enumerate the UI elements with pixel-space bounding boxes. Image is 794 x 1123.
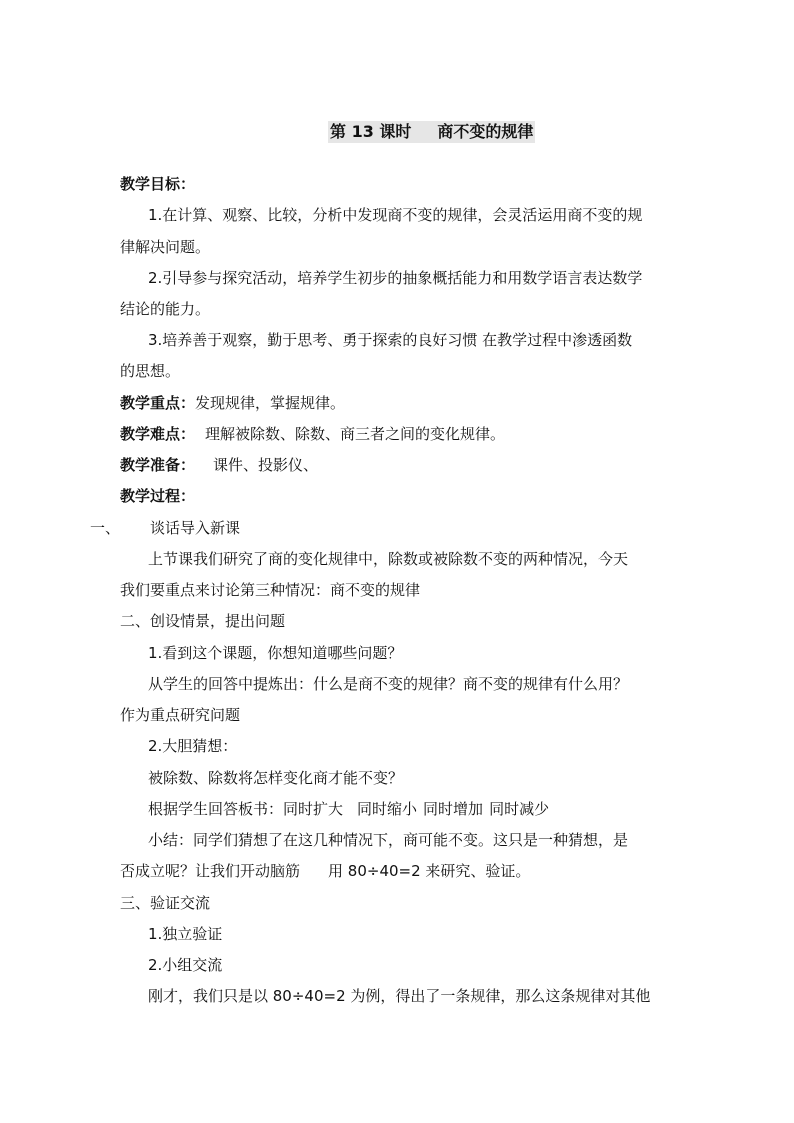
key-point-label: 教学重点： <box>120 394 196 412</box>
lesson-number: 第 13 课时 <box>330 122 412 141</box>
section-3-paragraph: 刚才，我们只是以 80÷40=2 为例，得出了一条规律，那么这条规律对其他 <box>148 987 651 1005</box>
process-heading: 教学过程： <box>120 487 196 505</box>
board-item-1: 同时扩大 <box>283 800 344 818</box>
lesson-topic: 商不变的规律 <box>437 122 534 141</box>
section-2-paragraph-1-line-1: 从学生的回答中提炼出：什么是商不变的规律？商不变的规律有什么用？ <box>148 675 629 693</box>
difficulty-label: 教学难点： <box>120 425 196 443</box>
section-3-title: 三、验证交流 <box>120 894 211 912</box>
section-2-question-1: 1.看到这个课题，你想知道哪些问题？ <box>148 644 403 662</box>
section-2-summary-line-1: 小结：同学们猜想了在这几种情况下，商可能不变。这只是一种猜想，是 <box>148 831 629 849</box>
section-2-summary-line-2 <box>120 861 530 881</box>
objective-1-line-2: 律解决问题。 <box>120 238 211 256</box>
board-item-3: 同时增加 <box>423 800 484 818</box>
preparation-text: 课件、投影仪、 <box>213 456 319 474</box>
board-label: 根据学生回答板书： <box>148 800 284 818</box>
preparation <box>120 455 318 475</box>
section-2-question-2: 2.大胆猜想： <box>148 737 238 755</box>
section-3-item-2: 2.小组交流 <box>148 956 223 974</box>
objectives-heading: 教学目标： <box>120 175 196 193</box>
objective-2-line-1: 2.引导参与探究活动，培养学生初步的抽象概括能力和用数学语言表达数学 <box>148 269 643 287</box>
objective-3-line-2: 的思想。 <box>120 362 181 380</box>
section-1-title: 谈话导入新课 <box>150 519 241 537</box>
section-1-paragraph-line-2: 我们要重点来讨论第三种情况：商不变的规律 <box>120 581 421 599</box>
objective-1-line-1: 1.在计算、观察、比较，分析中发现商不变的规律，会灵活运用商不变的规 <box>148 206 643 224</box>
summary-line-2-part-1: 否成立呢？让我们开动脑筋 <box>120 862 301 880</box>
objective-2-line-2: 结论的能力。 <box>120 300 211 318</box>
key-point-text: 发现规律，掌握规律。 <box>195 394 346 412</box>
lesson-title <box>328 121 535 143</box>
difficulty-text: 理解被除数、除数、商三者之间的变化规律。 <box>205 425 506 443</box>
board-item-4: 同时减少 <box>489 800 550 818</box>
summary-line-2-part-2: 用 80÷40=2 来研究、验证。 <box>328 862 531 880</box>
section-2-paragraph-1-line-2: 作为重点研究问题 <box>120 706 241 724</box>
section-3-item-1: 1.独立验证 <box>148 925 223 943</box>
section-1-number: 一、 <box>90 519 121 537</box>
board-item-2: 同时缩小 <box>357 800 418 818</box>
objective-3-line-1: 3.培养善于观察，勤于思考、勇于探索的良好习惯 在教学过程中渗透函数 <box>148 331 633 349</box>
section-2-board <box>148 799 549 819</box>
difficulty <box>120 424 505 444</box>
key-point <box>120 393 345 413</box>
section-2-paragraph-2: 被除数、除数将怎样变化商才能不变？ <box>148 769 404 787</box>
section-2-title: 二、创设情景，提出问题 <box>120 612 286 630</box>
section-1-paragraph-line-1: 上节课我们研究了商的变化规律中，除数或被除数不变的两种情况，今天 <box>148 550 629 568</box>
preparation-label: 教学准备： <box>120 456 196 474</box>
